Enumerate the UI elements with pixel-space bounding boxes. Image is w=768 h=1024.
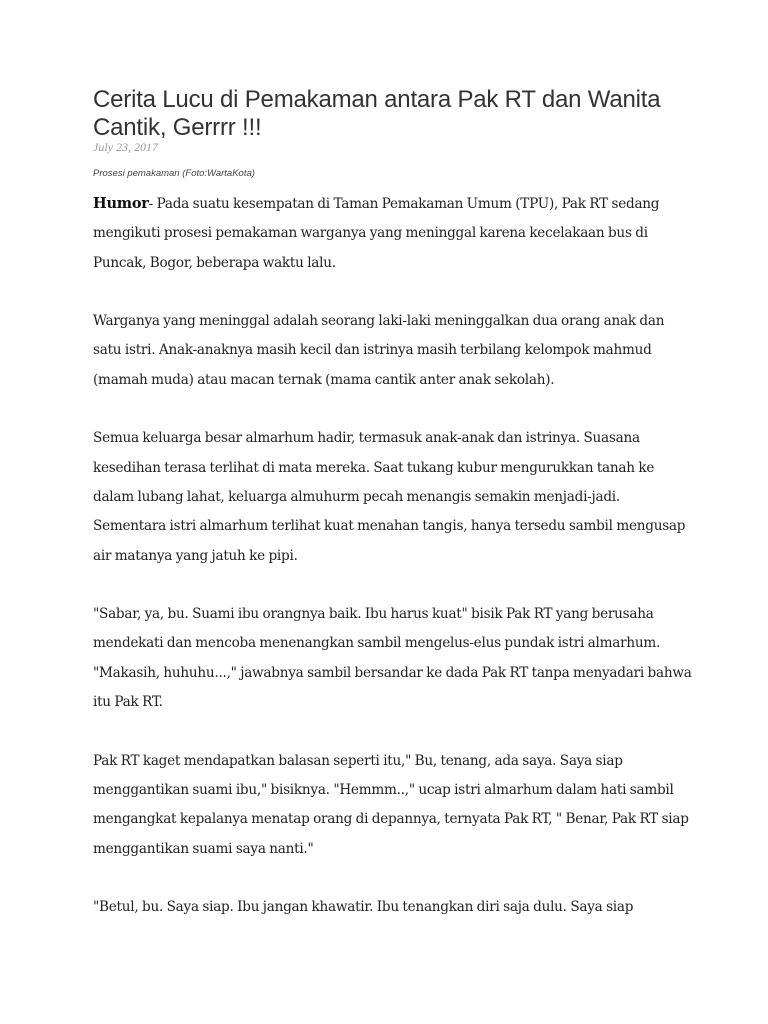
article-date: July 23, 2017 [93,140,158,154]
paragraph-6: "Betul, bu. Saya siap. Ibu jangan khawatir. Ibu tenangkan diri saja dulu. Saya siap [93,899,634,916]
lead-label: Humor [93,195,149,212]
paragraph-2: Warganya yang meninggal adalah seorang laki-laki meninggalkan dua orang anak dan satu istri. Anak-anaknya masih kecil dan istrinya masih terbilang kelompok mahmud (mamah muda) atau macan ternak (mama cantik anter anak sekolah). [93,313,665,388]
article [93,86,693,922]
article-body [93,189,693,922]
paragraph-1 [93,189,693,278]
paragraph-1-text: - Pada suatu kesempatan di Taman Pemakaman Umum (TPU), Pak RT sedang mengikuti prosesi pemakaman warganya yang meninggal karena kecelakaan bus di Puncak, Bogor, beberapa waktu lalu. [93,196,660,271]
article-title: Cerita Lucu di Pemakaman antara Pak RT dan Wanita Cantik, Gerrrr !!! [93,86,661,141]
paragraph-5: Pak RT kaget mendapatkan balasan seperti itu," Bu, tenang, ada saya. Saya siap menggantikan suami ibu," bisiknya. "Hemmm..," ucap istri almarhum dalam hati sambil mengangkat kepalanya menatap orang di depannya, ternyata Pak RT, " Benar, Pak RT siap menggantikan suami saya nanti." [93,752,689,857]
paragraph-3: Semua keluarga besar almarhum hadir, termasuk anak-anak dan istrinya. Suasana kesedihan terasa terlihat di mata mereka. Saat tukang kubur mengurukkan tanah ke dalam lubang lahat, keluarga almuhurm pecah menangis semakin menjadi-jadi. Sementara istri almarhum terlihat kuat menahan tangis, hanya tersedu sambil mengusap air matanya yang jatuh ke pipi. [93,430,686,564]
paragraph-4: "Sabar, ya, bu. Suami ibu orangnya baik. Ibu harus kuat" bisik Pak RT yang berusaha mendekati dan mencoba menenangkan sambil mengelus-elus pundak istri almarhum. "Makasih, huhuhu...," jawabnya sambil bersandar ke dada Pak RT tanpa menyadari bahwa itu Pak RT. [93,606,692,711]
photo-caption: Prosesi pemakaman (Foto:WartaKota) [93,168,255,179]
